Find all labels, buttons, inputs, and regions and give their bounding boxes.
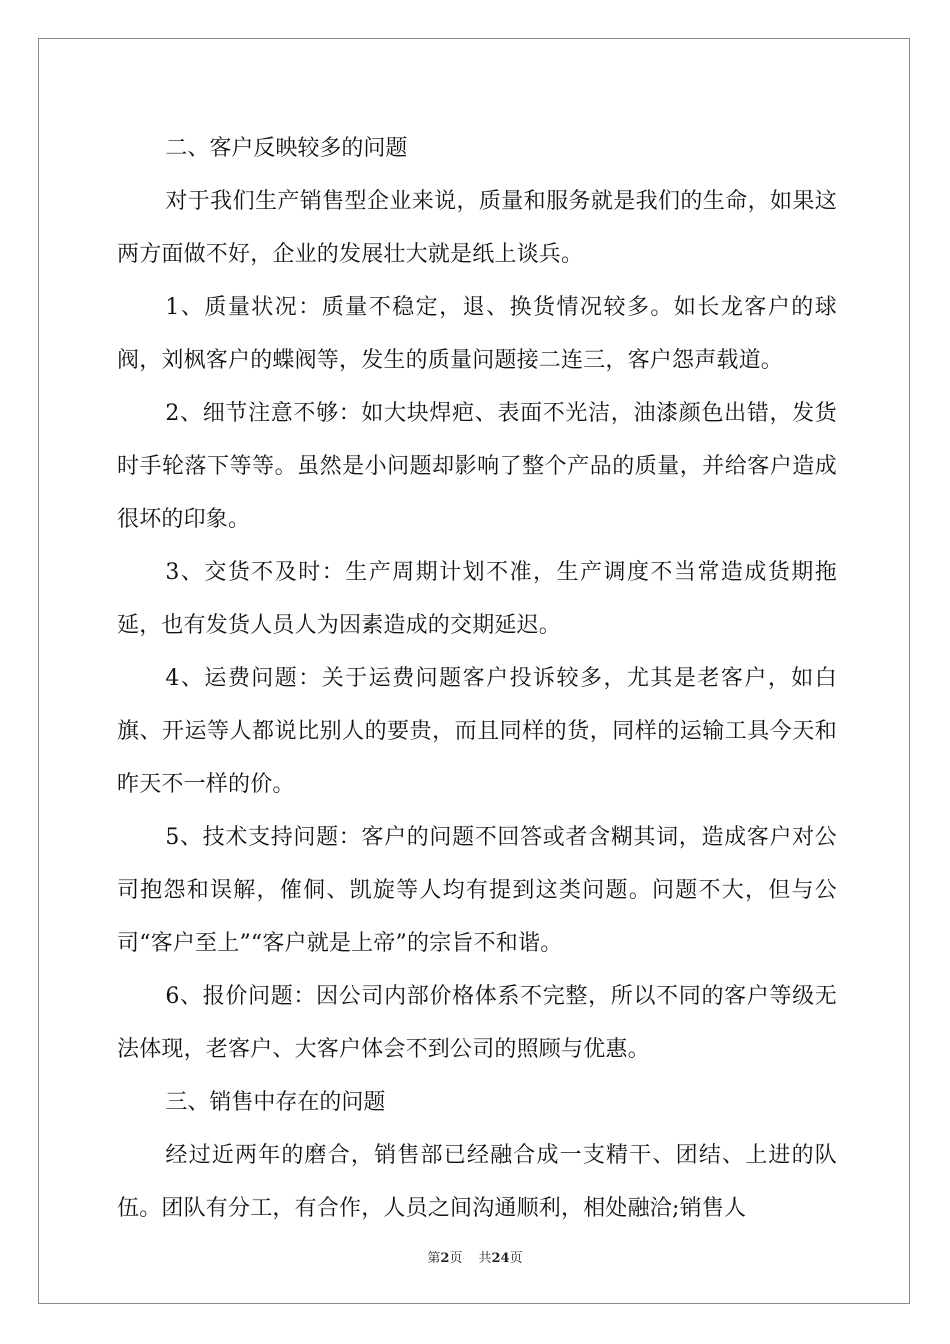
issue-item-5: 5、技术支持问题：客户的问题不回答或者含糊其词，造成客户对公司抱怨和误解，傕侗、凯旋等人均有提到这类问题。问题不大，但与公司“客户至上”“客户就是上帝”的宗旨不和谐。 xyxy=(117,825,837,956)
intro-paragraph: 对于我们生产销售型企业来说，质量和服务就是我们的生命，如果这两方面做不好，企业的发展壮大就是纸上谈兵。 xyxy=(117,189,837,267)
issue-item-6: 6、报价问题：因公司内部价格体系不完整，所以不同的客户等级无法体现，老客户、大客户体会不到公司的照顾与优惠。 xyxy=(117,984,837,1062)
issue-item-4: 4、运费问题：关于运费问题客户投诉较多，尤其是老客户，如白旗、开运等人都说比别人的要贵，而且同样的货，同样的运输工具今天和昨天不一样的价。 xyxy=(117,666,837,797)
closing-paragraph: 经过近两年的磨合，销售部已经融合成一支精干、团结、上进的队伍。团队有分工，有合作，人员之间沟通顺利，相处融洽;销售人 xyxy=(117,1143,837,1221)
page-prefix: 第 xyxy=(427,1251,441,1266)
section-heading-sales-issues: 三、销售中存在的问题 xyxy=(165,1090,386,1115)
total-suffix: 页 xyxy=(509,1251,523,1266)
section-heading-customer-issues: 二、客户反映较多的问题 xyxy=(165,136,408,161)
document-body xyxy=(117,122,837,1235)
total-pages: 24 xyxy=(491,1251,510,1266)
total-prefix: 共 xyxy=(478,1251,492,1266)
issue-item-3: 3、交货不及时：生产周期计划不准，生产调度不当常造成货期拖延，也有发货人员人为因素造成的交期延迟。 xyxy=(117,560,837,638)
page-footer xyxy=(0,1247,950,1266)
page-number: 2 xyxy=(440,1251,450,1266)
issue-item-2: 2、细节注意不够：如大块焊疤、表面不光洁，油漆颜色出错，发货时手轮落下等等。虽然是小问题却影响了整个产品的质量，并给客户造成很坏的印象。 xyxy=(117,401,837,532)
issue-item-1: 1、质量状况：质量不稳定，退、换货情况较多。如长龙客户的球阀，刘枫客户的蝶阀等，发生的质量问题接二连三，客户怨声载道。 xyxy=(117,295,837,373)
page-suffix: 页 xyxy=(449,1251,463,1266)
